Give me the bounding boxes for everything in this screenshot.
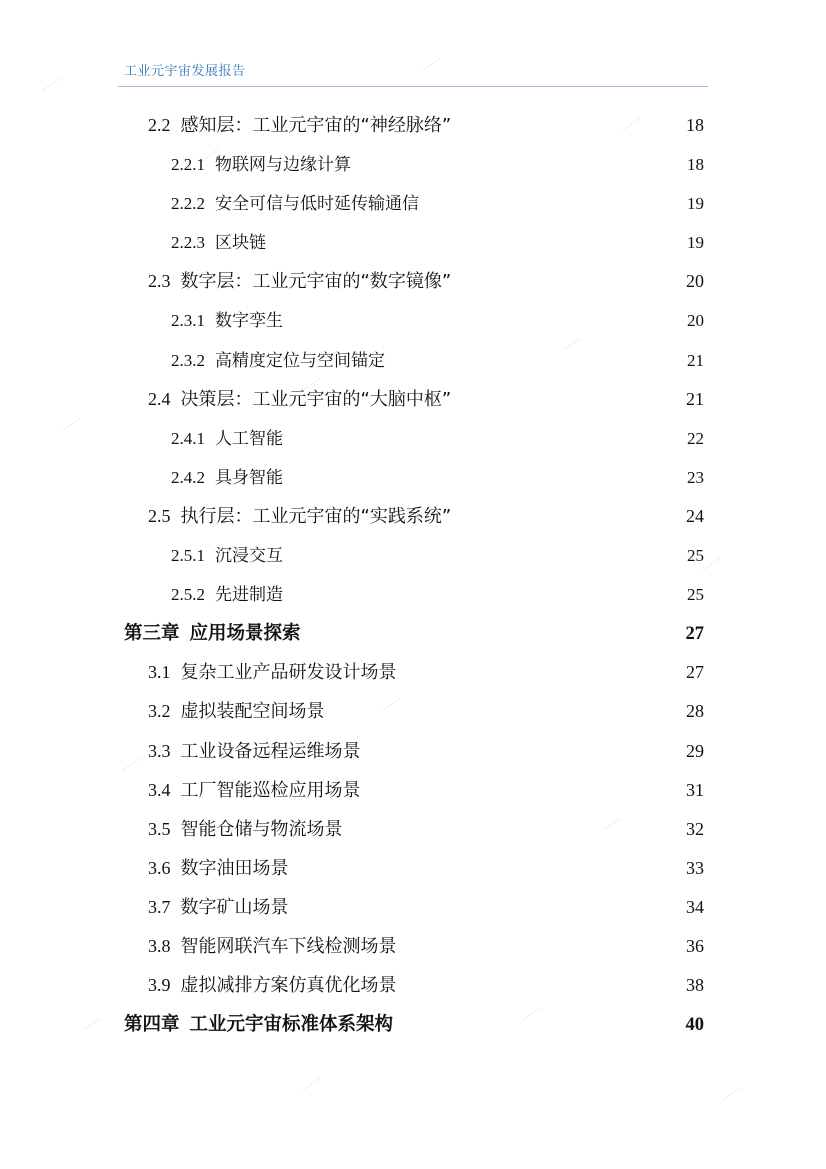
toc-entry-page-number: 21 xyxy=(686,388,704,409)
toc-entry-number: 3.2 xyxy=(148,701,171,722)
toc-entry-title: 虚拟装配空间场景 xyxy=(180,701,325,723)
toc-entry-number: 3.5 xyxy=(148,818,171,839)
toc-entry-number: 3.9 xyxy=(148,975,171,996)
dot-leader xyxy=(401,936,683,954)
toc-entry-page-number: 24 xyxy=(686,505,704,526)
toc-entry-number: 2.3.1 xyxy=(171,311,205,331)
toc-entry-title: 数字层：工业元宇宙的“数字镜像” xyxy=(180,271,452,293)
watermark-mark: ········· xyxy=(719,1084,744,1105)
dot-leader xyxy=(401,975,683,993)
toc-entry-title: 数字孪生 xyxy=(215,311,283,332)
table-of-contents xyxy=(0,106,826,1044)
toc-entry[interactable] xyxy=(0,1005,826,1044)
dot-leader xyxy=(455,115,682,133)
toc-entry-number: 2.5.2 xyxy=(171,585,205,605)
dot-leader xyxy=(287,310,683,328)
dot-leader xyxy=(455,389,682,407)
watermark-mark: ········· xyxy=(79,1014,104,1035)
toc-entry[interactable] xyxy=(0,184,826,223)
toc-entry[interactable] xyxy=(0,262,826,301)
dot-leader xyxy=(397,1014,681,1032)
toc-entry-page-number: 31 xyxy=(686,779,704,800)
toc-entry-number: 2.5 xyxy=(148,505,171,526)
toc-entry-title: 区块链 xyxy=(215,233,266,254)
toc-entry-title: 工业设备远程运维场景 xyxy=(180,740,361,762)
toc-entry-page-number: 19 xyxy=(687,233,704,253)
toc-entry-title: 智能仓储与物流场景 xyxy=(180,818,343,840)
toc-entry[interactable] xyxy=(0,458,826,497)
dot-leader xyxy=(305,623,682,641)
dot-leader xyxy=(287,545,683,563)
toc-entry[interactable] xyxy=(0,653,826,692)
dot-leader xyxy=(287,584,683,602)
toc-entry-number: 2.3 xyxy=(148,271,171,292)
toc-entry-page-number: 38 xyxy=(686,975,704,996)
toc-entry-title: 工厂智能巡检应用场景 xyxy=(180,779,361,801)
watermark-mark: ········· xyxy=(39,74,64,95)
dot-leader xyxy=(401,662,683,680)
dot-leader xyxy=(355,154,683,172)
toc-entry-title: 复杂工业产品研发设计场景 xyxy=(180,662,397,684)
toc-entry-number: 3.6 xyxy=(148,857,171,878)
toc-entry-page-number: 32 xyxy=(686,818,704,839)
toc-entry-number: 第三章 xyxy=(124,624,180,645)
toc-entry[interactable] xyxy=(0,497,826,536)
toc-entry-title: 人工智能 xyxy=(215,428,283,449)
toc-entry-title: 具身智能 xyxy=(215,467,283,488)
toc-entry-page-number: 28 xyxy=(686,701,704,722)
toc-entry-page-number: 40 xyxy=(685,1015,704,1036)
dot-leader xyxy=(455,506,682,524)
toc-entry-page-number: 23 xyxy=(687,467,704,487)
toc-entry-title: 物联网与边缘计算 xyxy=(215,155,351,176)
toc-entry[interactable] xyxy=(0,106,826,145)
toc-entry[interactable] xyxy=(0,145,826,184)
toc-entry-number: 2.2 xyxy=(148,115,171,135)
toc-entry-title: 虚拟减排方案仿真优化场景 xyxy=(180,975,397,997)
toc-entry-page-number: 34 xyxy=(686,896,704,917)
toc-entry-page-number: 18 xyxy=(687,155,704,175)
toc-entry-title: 高精度定位与空间锚定 xyxy=(215,350,385,371)
toc-entry-title: 执行层：工业元宇宙的“实践系统” xyxy=(180,505,452,527)
toc-entry-page-number: 22 xyxy=(687,428,704,448)
watermark-mark: ········· xyxy=(59,414,84,435)
toc-entry-number: 2.4.2 xyxy=(171,467,205,487)
dot-leader xyxy=(389,350,683,368)
toc-entry-title: 工业元宇宙标准体系架构 xyxy=(189,1014,394,1036)
watermark-mark: ········· xyxy=(519,1004,544,1025)
dot-leader xyxy=(423,193,683,211)
toc-entry-title: 先进制造 xyxy=(215,585,283,606)
toc-entry-number: 2.2.2 xyxy=(171,194,205,214)
toc-entry-title: 应用场景探索 xyxy=(189,623,301,645)
toc-entry-number: 2.4.1 xyxy=(171,428,205,448)
watermark-mark: ········· xyxy=(119,754,144,775)
toc-entry-number: 2.5.1 xyxy=(171,546,205,566)
toc-entry[interactable] xyxy=(0,888,826,927)
toc-entry-page-number: 21 xyxy=(687,350,704,370)
toc-entry-title: 决策层：工业元宇宙的“大脑中枢” xyxy=(180,388,452,410)
dot-leader xyxy=(347,819,683,837)
toc-entry-page-number: 25 xyxy=(687,585,704,605)
toc-entry[interactable] xyxy=(0,771,826,810)
toc-entry-number: 2.2.3 xyxy=(171,233,205,253)
toc-entry-number: 3.7 xyxy=(148,896,171,917)
toc-entry[interactable] xyxy=(0,614,826,653)
toc-entry[interactable] xyxy=(0,341,826,380)
toc-entry[interactable] xyxy=(0,692,826,731)
toc-entry-title: 安全可信与低时延传输通信 xyxy=(215,194,419,215)
toc-entry-title: 沉浸交互 xyxy=(215,546,283,567)
toc-entry[interactable] xyxy=(0,927,826,966)
watermark-mark: ········· xyxy=(379,694,404,715)
toc-entry-title: 数字矿山场景 xyxy=(180,896,289,918)
toc-entry[interactable] xyxy=(0,380,826,419)
toc-entry[interactable] xyxy=(0,966,826,1005)
dot-leader xyxy=(293,897,683,915)
watermark-mark: ········· xyxy=(199,144,224,165)
toc-entry-page-number: 18 xyxy=(686,115,704,135)
toc-entry-number: 3.8 xyxy=(148,935,171,956)
toc-entry-number: 3.3 xyxy=(148,740,171,761)
toc-entry-page-number: 20 xyxy=(686,271,704,292)
toc-entry-page-number: 36 xyxy=(686,935,704,956)
toc-entry[interactable] xyxy=(0,223,826,262)
toc-entry-number: 3.1 xyxy=(148,662,171,683)
dot-leader xyxy=(365,741,683,759)
header-rule xyxy=(118,86,708,87)
toc-entry[interactable] xyxy=(0,301,826,340)
dot-leader xyxy=(455,271,682,289)
watermark-mark: ········· xyxy=(419,54,444,75)
toc-entry-page-number: 19 xyxy=(687,194,704,214)
watermark-mark: ········· xyxy=(559,334,584,355)
toc-entry[interactable] xyxy=(0,810,826,849)
toc-entry-number: 2.3.2 xyxy=(171,350,205,370)
toc-entry[interactable] xyxy=(0,849,826,888)
toc-entry-page-number: 33 xyxy=(686,857,704,878)
running-header: 工业元宇宙发展报告 xyxy=(124,64,246,79)
toc-entry-number: 第四章 xyxy=(124,1015,180,1036)
dot-leader xyxy=(293,858,683,876)
toc-entry-title: 感知层：工业元宇宙的“神经脉络” xyxy=(180,115,452,136)
watermark-mark: ········· xyxy=(619,114,644,135)
toc-entry[interactable] xyxy=(0,419,826,458)
watermark-mark: ········· xyxy=(299,374,324,395)
toc-entry-number: 2.4 xyxy=(148,388,171,409)
toc-entry-page-number: 29 xyxy=(686,740,704,761)
toc-entry-number: 3.4 xyxy=(148,779,171,800)
dot-leader xyxy=(365,780,683,798)
toc-entry-page-number: 25 xyxy=(687,546,704,566)
dot-leader xyxy=(287,467,683,485)
watermark-mark: ········· xyxy=(599,814,624,835)
toc-entry-page-number: 27 xyxy=(685,624,704,645)
toc-entry-title: 数字油田场景 xyxy=(180,857,289,879)
watermark-mark: ········· xyxy=(299,1074,324,1095)
toc-entry[interactable] xyxy=(0,575,826,614)
watermark-mark: ········· xyxy=(699,554,724,575)
toc-entry-title: 智能网联汽车下线检测场景 xyxy=(180,935,397,957)
dot-leader xyxy=(270,232,683,250)
toc-entry-page-number: 27 xyxy=(686,662,704,683)
toc-entry-page-number: 20 xyxy=(687,311,704,331)
toc-entry-number: 2.2.1 xyxy=(171,155,205,175)
dot-leader xyxy=(287,428,683,446)
